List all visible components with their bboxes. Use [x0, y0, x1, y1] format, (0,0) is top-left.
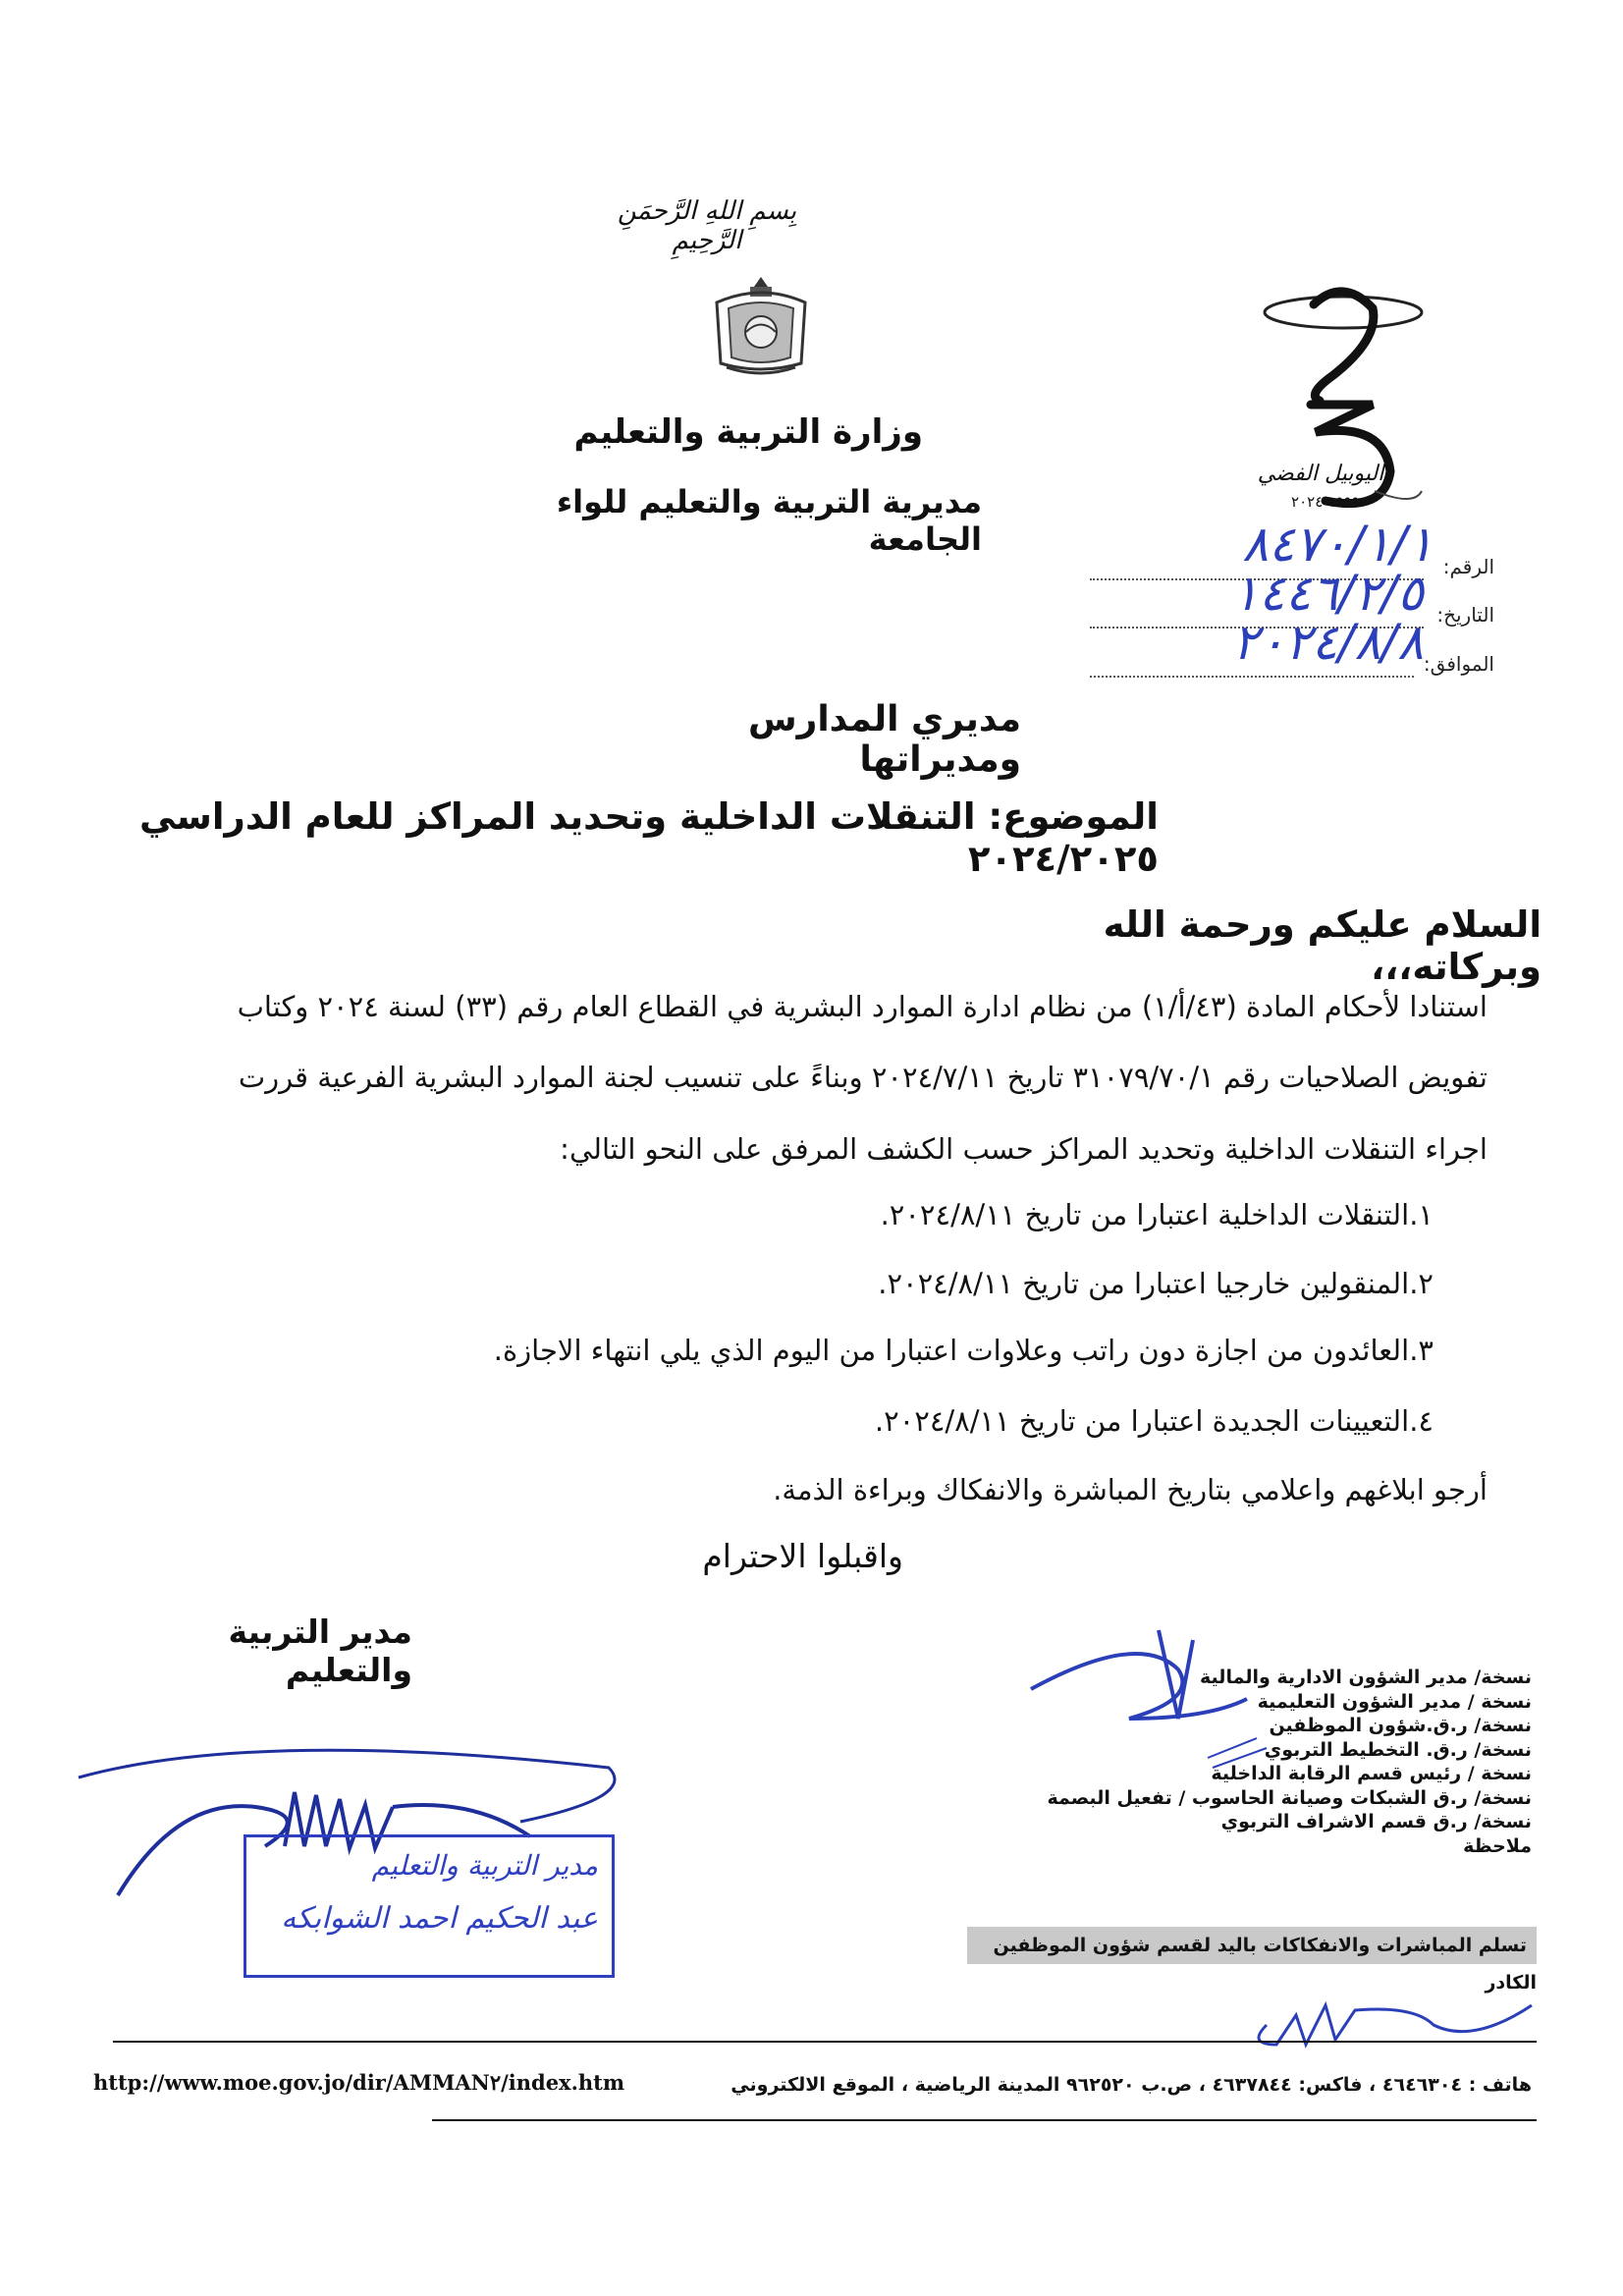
- closing: واقبلوا الاحترام: [702, 1537, 903, 1575]
- jordan-coat-of-arms-icon: [707, 273, 815, 381]
- footer-rule-bottom: [432, 2119, 1537, 2121]
- stamp-name: عبد الحكيم احمد الشوابكه: [281, 1901, 598, 1936]
- subject-line: الموضوع: التنقلات الداخلية وتحديد المراكز للعام الدراسي ٢٠٢٤/٢٠٢٥: [139, 795, 1159, 880]
- gregorian-date: ٢٠٢٤/٨/٨: [1232, 614, 1424, 671]
- copies-list: [992, 1666, 1532, 1858]
- list-item-4: ٤.التعيينات الجديدة اعتبارا من تاريخ ٢٠٢٤/٨/١١.: [874, 1404, 1434, 1438]
- received-scribble-icon: [1237, 1976, 1571, 2054]
- director-title: مدير التربية والتعليم: [228, 1613, 412, 1689]
- stamp-title: مدير التربية والتعليم: [371, 1849, 598, 1882]
- jubilee-caption: اليوبيل الفضي: [1257, 462, 1384, 486]
- greeting: السلام عليكم ورحمة الله وبركاته،،،: [1103, 903, 1542, 988]
- copy-line: نسخة/ ر.ق الشبكات وصيانة الحاسوب / تفعيل البصمة: [1047, 1786, 1532, 1809]
- footer-contact: هاتف : ٤٦٤٦٣٠٤ ، فاكس: ٤٦٣٧٨٤٤ ، ص.ب ٩٦٢٥٢٠ المدينة الرياضية ، الموقع الالكتروني: [730, 2074, 1532, 2096]
- paragraph-line-2: تفويض الصلاحيات رقم ٣١٠٧٩/٧٠/١ تاريخ ٢٠٢٤/٧/١١ وبناءً على تنسيب لجنة الموارد البشرية الفرعية قررت: [238, 1061, 1488, 1094]
- hijri-date: ١٤٤٦/٢/٥: [1232, 565, 1424, 622]
- ref-number: ٨٤٧٠/١/١: [1242, 516, 1434, 573]
- list-item-2: ٢.المنقولين خارجيا اعتبارا من تاريخ ٢٠٢٤/٨/١١.: [878, 1267, 1434, 1300]
- list-item-1: ١.التنقلات الداخلية اعتبارا من تاريخ ٢٠٢٤/٨/١١.: [880, 1198, 1434, 1231]
- copy-line: نسخة/ مدير الشؤون الادارية والمالية: [1200, 1667, 1532, 1688]
- copy-line: نسخة/ ر.ق. التخطيط التربوي: [1264, 1738, 1532, 1761]
- jubilee-years: ١٩٩٩-٢٠٢٤: [1291, 493, 1360, 511]
- ministry-name: وزارة التربية والتعليم: [573, 412, 923, 452]
- copy-line: نسخة / مدير الشؤون التعليمية: [1257, 1690, 1532, 1713]
- addressee: مديري المدارس ومديراتها: [747, 699, 1021, 780]
- request-line: أرجو ابلاغهم واعلامي بتاريخ المباشرة والانفكاك وبراءة الذمة.: [773, 1473, 1488, 1506]
- note-label: ملاحظة: [1463, 1834, 1532, 1857]
- footer-rule-top: [113, 2041, 1537, 2043]
- note-box: [967, 1927, 1537, 1994]
- date-label: التاريخ:: [1436, 603, 1494, 627]
- ref-label: الرقم:: [1442, 555, 1494, 578]
- directorate-name: مديرية التربية والتعليم للواء الجامعة: [556, 483, 982, 558]
- copy-line: نسخة/ ر.ق.شؤون الموظفين: [1269, 1715, 1532, 1736]
- copy-line: نسخة/ ر.ق قسم الاشراف التربوي: [1220, 1811, 1532, 1832]
- copy-line: نسخة / رئيس قسم الرقابة الداخلية: [1211, 1763, 1532, 1784]
- corresponding-label: الموافق:: [1423, 652, 1494, 676]
- paragraph-line-1: استنادا لأحكام المادة (٤٣/أ/١) من نظام ادارة الموارد البشرية في القطاع العام رقم (٣٣) لسنة ٢٠٢٤ وكتاب: [237, 990, 1488, 1023]
- paragraph-line-3: اجراء التنقلات الداخلية وتحديد المراكز حسب الكشف المرفق على النحو التالي:: [560, 1132, 1488, 1166]
- list-item-3: ٣.العائدون من اجازة دون راتب وعلاوات اعتبارا من اليوم الذي يلي انتهاء الاجازة.: [493, 1334, 1434, 1367]
- official-stamp: [243, 1834, 615, 1978]
- note-text: تسلم المباشرات والانفكاكات باليد لقسم شؤون الموظفين الكادر: [993, 1935, 1537, 1994]
- basmala: بِسمِ اللهِ الرَّحمَنِ الرَّحِيمِ: [617, 196, 797, 255]
- footer-url-link[interactable]: http://www.moe.gov.jo/dir/AMMAN٢/index.htm: [93, 2070, 625, 2095]
